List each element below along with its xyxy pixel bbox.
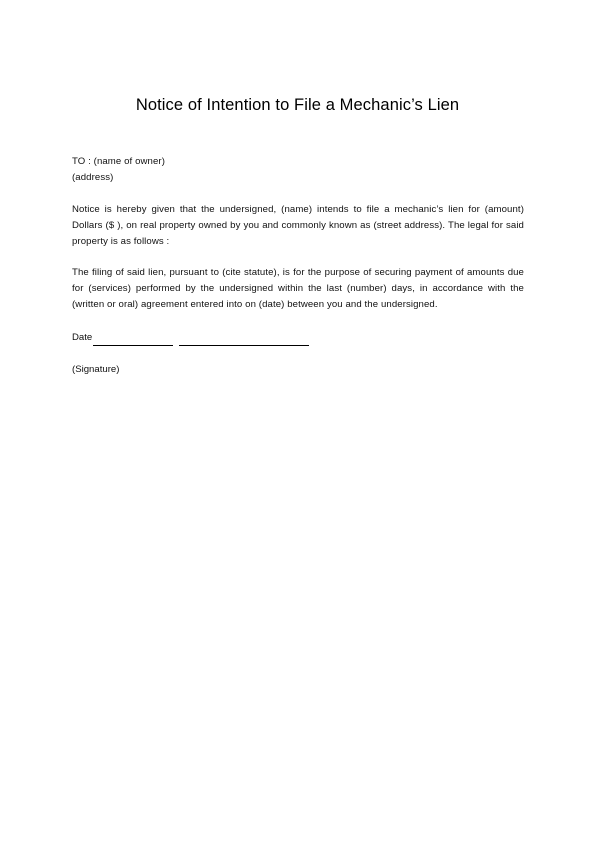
document-title: Notice of Intention to File a Mechanic’s Lien [135,96,460,114]
recipient-block [72,154,524,186]
date-label: Date [72,332,93,343]
notice-paragraph: Notice is hereby given that the undersigned, (name) intends to file a mechanic’s lien for (amount) Dollars ($ ), on real property owned by you and commonly known as (street address). The legal for said property is as follows : [72,204,524,247]
date-blank-line [93,334,173,346]
signature-label: (Signature) [72,364,120,375]
date-row [72,330,309,346]
address-line: (address) [72,172,114,183]
to-line: TO : (name of owner) [72,156,165,167]
signature-blank-line [179,334,309,346]
filing-paragraph: The filing of said lien, pursuant to (cite statute), is for the purpose of securing payment of amounts due for (services) performed by the undersigned within the last (number) days, in accordance with the (written or oral) agreement entered into on (date) between you and the undersigned. [72,267,524,310]
